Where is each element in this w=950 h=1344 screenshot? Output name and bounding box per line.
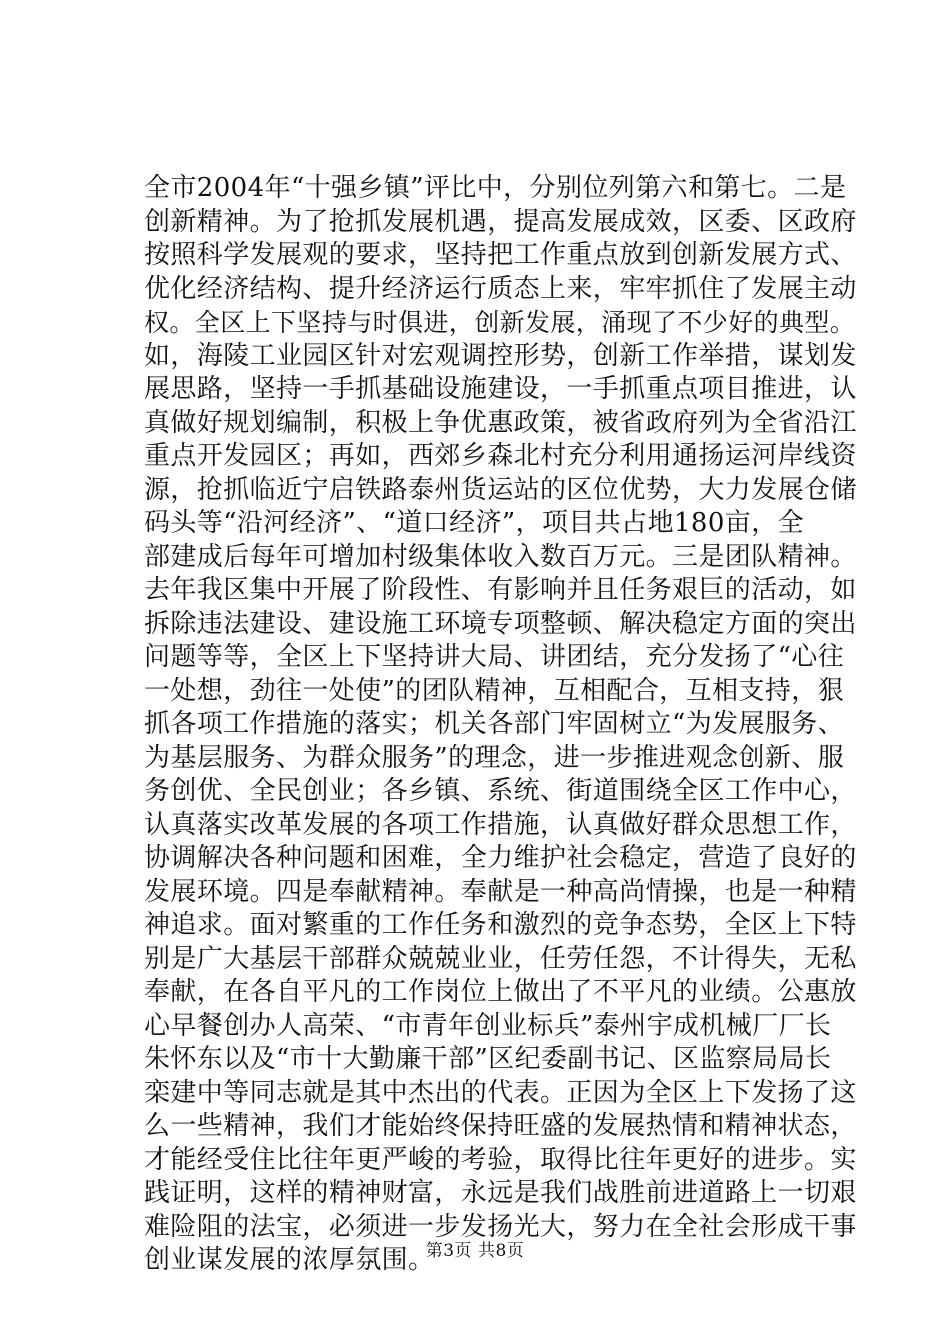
text-line: 认真落实改革发展的各项工作措施，认真做好群众思想工作， bbox=[144, 809, 857, 840]
text-line: 难险阻的法宝，必须进一步发扬光大，努力在全社会形成干事 bbox=[144, 1211, 857, 1242]
text-line: 发展环境。四是奉献精神。奉献是一种高尚情操，也是一种精 bbox=[144, 876, 857, 907]
text-line: 奉献，在各自平凡的工作岗位上做出了不平凡的业绩。公惠放 bbox=[144, 977, 857, 1007]
text-line: 源，抢抓临近宁启铁路泰州货运站的区位优势，大力发展仓储 bbox=[144, 474, 857, 505]
body-paragraph bbox=[144, 172, 864, 1278]
text-line: 协调解决各种问题和困难，全力维护社会稳定，营造了良好的 bbox=[144, 843, 857, 873]
text-line: 重点开发园区；再如，西郊乡森北村充分利用通扬运河岸线资 bbox=[144, 441, 857, 471]
text-line: 朱怀东以及“市十大勤廉干部”区纪委副书记、区监察局局长 bbox=[144, 1044, 832, 1074]
text-line: 务创优、全民创业；各乡镇、系统、街道围绕全区工作中心， bbox=[144, 776, 857, 806]
text-line: 真做好规划编制，积极上争优惠政策，被省政府列为全省沿江 bbox=[144, 407, 857, 438]
text-line: 权。全区上下坚持与时俱进，创新发展，涌现了不少好的典型。 bbox=[144, 308, 856, 337]
page-number-footer: 第3页 共8页 bbox=[425, 1241, 525, 1261]
text-line: 践证明，这样的精神财富，永远是我们战胜前进道路上一切艰 bbox=[144, 1178, 857, 1208]
text-line: 优化经济结构、提升经济运行质态上来，牢牢抓住了发展主动 bbox=[144, 273, 857, 304]
text-line: 神追求。面对繁重的工作任务和激烈的竞争态势，全区上下特 bbox=[144, 910, 857, 940]
text-line: 部建成后每年可增加村级集体收入数百万元。三是团队精神。 bbox=[144, 541, 857, 572]
text-line: 心早餐创办人高荣、“市青年创业标兵”泰州宇成机械厂厂长 bbox=[144, 1010, 832, 1041]
text-line: 按照科学发展观的要求，坚持把工作重点放到创新发展方式、 bbox=[144, 240, 857, 270]
text-line: 展思路，坚持一手抓基础设施建设，一手抓重点项目推进，认 bbox=[144, 374, 857, 404]
text-line: 为基层服务、为群众服务”的理念，进一步推进观念创新、服 bbox=[144, 742, 845, 773]
text-line: 如，海陵工业园区针对宏观调控形势，创新工作举措，谋划发 bbox=[144, 340, 857, 371]
text-line: 一处想，劲往一处使”的团队精神，互相配合，互相支持，狠 bbox=[144, 675, 845, 706]
text-line: 去年我区集中开展了阶段性、有影响并且任务艰巨的活动，如 bbox=[144, 575, 857, 605]
text-line: 栾建中等同志就是其中杰出的代表。正因为全区上下发扬了这 bbox=[144, 1077, 857, 1108]
text-line: 创业谋发展的浓厚氛围。 bbox=[144, 1245, 435, 1275]
text-line: 码头等“沿河经济”、“道口经济”，项目共占地180亩，全 bbox=[144, 508, 804, 538]
text-line: 么一些精神，我们才能始终保持旺盛的发展热情和精神状态， bbox=[144, 1111, 857, 1141]
text-line: 全市2004年“十强乡镇”评比中，分别位列第六和第七。二是 bbox=[144, 173, 847, 203]
text-line: 别是广大基层干部群众兢兢业业，任劳任怨，不计得失，无私 bbox=[144, 943, 857, 974]
text-line: 才能经受住比往年更严峻的考验，取得比往年更好的进步。实 bbox=[144, 1144, 857, 1175]
text-line: 抓各项工作措施的落实；机关各部门牢固树立“为发展服务、 bbox=[144, 709, 845, 739]
text-line: 问题等等，全区上下坚持讲大局、讲团结，充分发扬了“心往 bbox=[144, 642, 845, 672]
text-line: 拆除违法建设、建设施工环境专项整顿、解决稳定方面的突出 bbox=[144, 608, 857, 639]
text-line: 创新精神。为了抢抓发展机遇，提高发展成效，区委、区政府 bbox=[144, 206, 857, 237]
